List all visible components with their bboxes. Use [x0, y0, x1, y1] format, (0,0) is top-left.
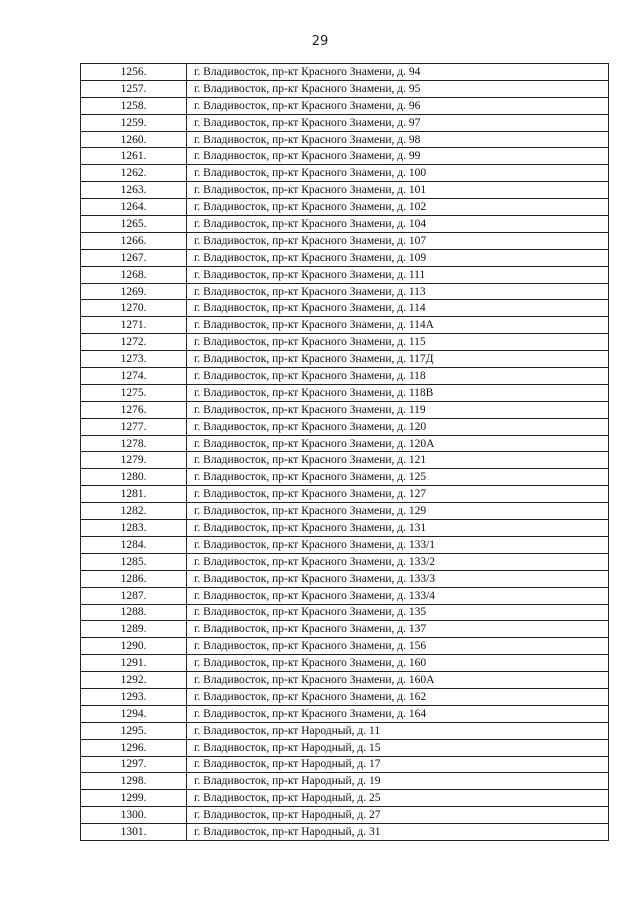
address-cell: г. Владивосток, пр-кт Красного Знамени, д. 114А	[187, 317, 609, 334]
row-number-cell: 1301.	[81, 824, 187, 841]
row-number-cell: 1288.	[81, 604, 187, 621]
table-row	[81, 756, 609, 773]
row-number-cell: 1271.	[81, 317, 187, 334]
address-cell: г. Владивосток, пр-кт Народный, д. 25	[187, 790, 609, 807]
table-row	[81, 722, 609, 739]
address-cell: г. Владивосток, пр-кт Красного Знамени, д. 96	[187, 97, 609, 114]
row-number-cell: 1277.	[81, 418, 187, 435]
row-number-cell: 1281.	[81, 486, 187, 503]
table-row	[81, 182, 609, 199]
row-number-cell: 1298.	[81, 773, 187, 790]
address-cell: г. Владивосток, пр-кт Красного Знамени, д. 118	[187, 368, 609, 385]
address-cell: г. Владивосток, пр-кт Народный, д. 31	[187, 824, 609, 841]
row-number-cell: 1276.	[81, 401, 187, 418]
row-number-cell: 1260.	[81, 131, 187, 148]
table-row	[81, 503, 609, 520]
row-number-cell: 1293.	[81, 688, 187, 705]
address-cell: г. Владивосток, пр-кт Красного Знамени, д. 133/1	[187, 536, 609, 553]
table-row	[81, 97, 609, 114]
row-number-cell: 1275.	[81, 384, 187, 401]
table-row	[81, 739, 609, 756]
table-row	[81, 688, 609, 705]
table-row	[81, 587, 609, 604]
row-number-cell: 1258.	[81, 97, 187, 114]
row-number-cell: 1270.	[81, 300, 187, 317]
row-number-cell: 1280.	[81, 469, 187, 486]
row-number-cell: 1278.	[81, 435, 187, 452]
table-row	[81, 148, 609, 165]
row-number-cell: 1274.	[81, 368, 187, 385]
address-cell: г. Владивосток, пр-кт Красного Знамени, д. 133/4	[187, 587, 609, 604]
row-number-cell: 1286.	[81, 570, 187, 587]
address-cell: г. Владивосток, пр-кт Красного Знамени, д. 120	[187, 418, 609, 435]
address-cell: г. Владивосток, пр-кт Красного Знамени, д. 121	[187, 452, 609, 469]
address-table	[80, 63, 609, 841]
table-row	[81, 638, 609, 655]
table-row	[81, 790, 609, 807]
row-number-cell: 1256.	[81, 64, 187, 81]
address-cell: г. Владивосток, пр-кт Народный, д. 27	[187, 807, 609, 824]
row-number-cell: 1290.	[81, 638, 187, 655]
row-number-cell: 1257.	[81, 80, 187, 97]
row-number-cell: 1299.	[81, 790, 187, 807]
address-cell: г. Владивосток, пр-кт Красного Знамени, д. 119	[187, 401, 609, 418]
address-cell: г. Владивосток, пр-кт Красного Знамени, д. 95	[187, 80, 609, 97]
row-number-cell: 1273.	[81, 351, 187, 368]
address-cell: г. Владивосток, пр-кт Красного Знамени, д. 101	[187, 182, 609, 199]
row-number-cell: 1265.	[81, 216, 187, 233]
address-cell: г. Владивосток, пр-кт Красного Знамени, д. 135	[187, 604, 609, 621]
address-cell: г. Владивосток, пр-кт Красного Знамени, д. 125	[187, 469, 609, 486]
address-cell: г. Владивосток, пр-кт Красного Знамени, д. 102	[187, 199, 609, 216]
address-cell: г. Владивосток, пр-кт Народный, д. 11	[187, 722, 609, 739]
table-row	[81, 621, 609, 638]
table-row	[81, 64, 609, 81]
address-cell: г. Владивосток, пр-кт Красного Знамени, д. 94	[187, 64, 609, 81]
row-number-cell: 1285.	[81, 553, 187, 570]
address-cell: г. Владивосток, пр-кт Народный, д. 19	[187, 773, 609, 790]
row-number-cell: 1279.	[81, 452, 187, 469]
row-number-cell: 1282.	[81, 503, 187, 520]
address-cell: г. Владивосток, пр-кт Красного Знамени, д. 164	[187, 705, 609, 722]
address-cell: г. Владивосток, пр-кт Красного Знамени, д. 118В	[187, 384, 609, 401]
table-row	[81, 604, 609, 621]
row-number-cell: 1266.	[81, 232, 187, 249]
address-cell: г. Владивосток, пр-кт Красного Знамени, д. 160А	[187, 672, 609, 689]
table-row	[81, 469, 609, 486]
address-cell: г. Владивосток, пр-кт Красного Знамени, д. 114	[187, 300, 609, 317]
table-row	[81, 553, 609, 570]
table-row	[81, 452, 609, 469]
address-cell: г. Владивосток, пр-кт Красного Знамени, д. 137	[187, 621, 609, 638]
row-number-cell: 1300.	[81, 807, 187, 824]
table-row	[81, 486, 609, 503]
row-number-cell: 1296.	[81, 739, 187, 756]
row-number-cell: 1284.	[81, 536, 187, 553]
table-row	[81, 520, 609, 537]
row-number-cell: 1268.	[81, 266, 187, 283]
table-row	[81, 249, 609, 266]
row-number-cell: 1272.	[81, 334, 187, 351]
row-number-cell: 1297.	[81, 756, 187, 773]
row-number-cell: 1295.	[81, 722, 187, 739]
page-number: 29	[311, 34, 329, 49]
table-row	[81, 114, 609, 131]
address-cell: г. Владивосток, пр-кт Красного Знамени, д. 133/2	[187, 553, 609, 570]
table-row	[81, 216, 609, 233]
row-number-cell: 1264.	[81, 199, 187, 216]
table-row	[81, 570, 609, 587]
row-number-cell: 1269.	[81, 283, 187, 300]
address-cell: г. Владивосток, пр-кт Красного Знамени, д. 133/3	[187, 570, 609, 587]
table-row	[81, 824, 609, 841]
table-row	[81, 655, 609, 672]
address-cell: г. Владивосток, пр-кт Красного Знамени, д. 131	[187, 520, 609, 537]
table-row	[81, 807, 609, 824]
address-cell: г. Владивосток, пр-кт Красного Знамени, д. 109	[187, 249, 609, 266]
table-row	[81, 266, 609, 283]
row-number-cell: 1291.	[81, 655, 187, 672]
table-row	[81, 199, 609, 216]
address-cell: г. Владивосток, пр-кт Красного Знамени, д. 99	[187, 148, 609, 165]
table-row	[81, 165, 609, 182]
address-cell: г. Владивосток, пр-кт Красного Знамени, д. 111	[187, 266, 609, 283]
row-number-cell: 1294.	[81, 705, 187, 722]
address-cell: г. Владивосток, пр-кт Красного Знамени, д. 120А	[187, 435, 609, 452]
row-number-cell: 1261.	[81, 148, 187, 165]
row-number-cell: 1292.	[81, 672, 187, 689]
address-cell: г. Владивосток, пр-кт Красного Знамени, д. 117Д	[187, 351, 609, 368]
row-number-cell: 1289.	[81, 621, 187, 638]
table-row	[81, 384, 609, 401]
table-row	[81, 773, 609, 790]
address-cell: г. Владивосток, пр-кт Красного Знамени, д. 107	[187, 232, 609, 249]
address-cell: г. Владивосток, пр-кт Народный, д. 17	[187, 756, 609, 773]
table-row	[81, 351, 609, 368]
table-row	[81, 300, 609, 317]
address-table-body	[81, 64, 609, 841]
address-cell: г. Владивосток, пр-кт Красного Знамени, д. 127	[187, 486, 609, 503]
address-cell: г. Владивосток, пр-кт Красного Знамени, д. 104	[187, 216, 609, 233]
table-row	[81, 317, 609, 334]
address-cell: г. Владивосток, пр-кт Красного Знамени, д. 98	[187, 131, 609, 148]
table-row	[81, 283, 609, 300]
address-cell: г. Владивосток, пр-кт Красного Знамени, д. 160	[187, 655, 609, 672]
table-row	[81, 232, 609, 249]
table-row	[81, 435, 609, 452]
table-row	[81, 536, 609, 553]
address-cell: г. Владивосток, пр-кт Красного Знамени, д. 129	[187, 503, 609, 520]
address-cell: г. Владивосток, пр-кт Красного Знамени, д. 162	[187, 688, 609, 705]
row-number-cell: 1262.	[81, 165, 187, 182]
table-row	[81, 672, 609, 689]
table-row	[81, 401, 609, 418]
table-row	[81, 368, 609, 385]
address-cell: г. Владивосток, пр-кт Красного Знамени, д. 113	[187, 283, 609, 300]
table-row	[81, 80, 609, 97]
table-row	[81, 418, 609, 435]
row-number-cell: 1267.	[81, 249, 187, 266]
row-number-cell: 1287.	[81, 587, 187, 604]
row-number-cell: 1283.	[81, 520, 187, 537]
table-row	[81, 705, 609, 722]
row-number-cell: 1259.	[81, 114, 187, 131]
address-cell: г. Владивосток, пр-кт Красного Знамени, д. 100	[187, 165, 609, 182]
table-row	[81, 131, 609, 148]
address-cell: г. Владивосток, пр-кт Красного Знамени, д. 115	[187, 334, 609, 351]
address-cell: г. Владивосток, пр-кт Народный, д. 15	[187, 739, 609, 756]
table-row	[81, 334, 609, 351]
address-cell: г. Владивосток, пр-кт Красного Знамени, д. 156	[187, 638, 609, 655]
address-cell: г. Владивосток, пр-кт Красного Знамени, д. 97	[187, 114, 609, 131]
row-number-cell: 1263.	[81, 182, 187, 199]
